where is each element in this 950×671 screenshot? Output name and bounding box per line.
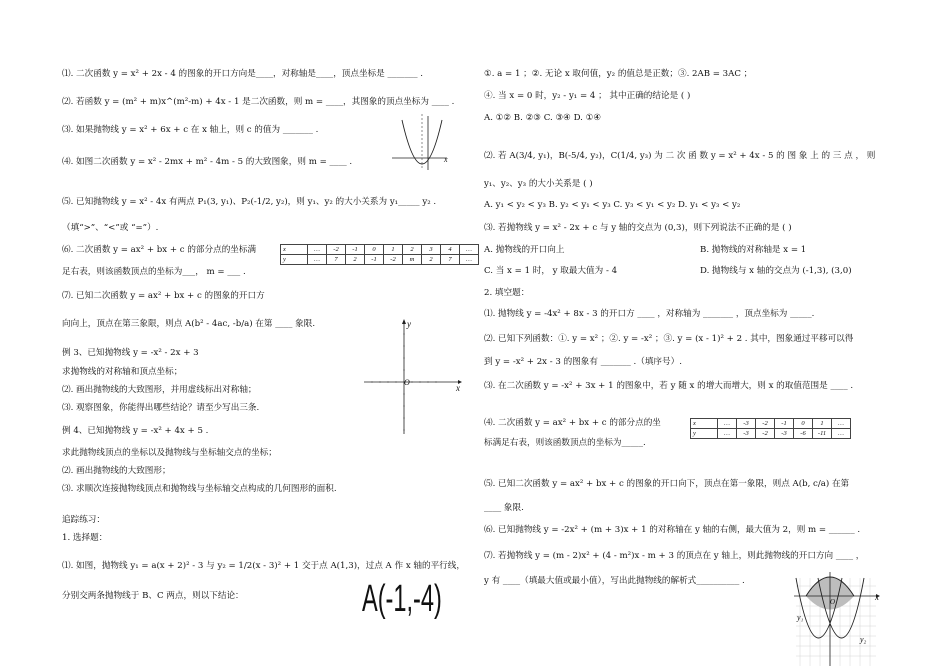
- table-cell: 7: [441, 255, 460, 265]
- question-3: ⑶. 如果抛物线 y = x² + 6x + c 在 x 轴上，则 c 的值为 _______ .: [62, 125, 319, 135]
- tracking-practice-heading: 追踪练习：: [62, 515, 105, 525]
- table-cell: y: [691, 429, 718, 439]
- table-cell: …: [460, 255, 479, 265]
- table-cell: 4: [441, 245, 460, 255]
- fill-question-3: ⑶. 在二次函数 y = -x² + 3x + 1 的图象中，若 y 随 x 的增大而增大，则 x 的取值范围是 ____ .: [484, 381, 854, 391]
- choice-question-1-line-a: ⑴. 如图，抛物线 y₁ = a(x + 2)² - 3 与 y₂ = 1/2(x - 3)² + 1 交于点 A(1,3)，过点 A 作 x 轴的平行线，: [62, 561, 465, 571]
- table-cell: 0: [794, 419, 813, 429]
- table-cell: …: [832, 419, 851, 429]
- table-row: [691, 429, 851, 439]
- table-cell: -1: [346, 245, 365, 255]
- fill-question-5-quadrant: ____ 象限.: [484, 503, 524, 513]
- table-cell: -3: [737, 429, 756, 439]
- parabola-graph-q4: [392, 112, 452, 172]
- example-3-part-2: ⑵. 画出抛物线的大致图形，并用虚线标出对称轴；: [62, 385, 257, 395]
- coordinate-grid-ex3: [362, 318, 462, 436]
- axis-y-label-ex3: y: [407, 319, 411, 329]
- choice-heading: 1. 选择题：: [62, 533, 108, 543]
- fill-question-7-line-b: y 有 ____（填最大值或最小值），写出此抛物线的解析式__________ .: [484, 576, 745, 586]
- table-cell: y: [281, 255, 308, 265]
- table-cell: …: [308, 255, 327, 265]
- curve-label-y2: y₂: [860, 635, 867, 644]
- fill-question-4-line-a: ⑷. 二次函数 y = ax² + bx + c 的部分点的坐: [484, 418, 661, 428]
- question-1: ⑴. 二次函数 y = x² + 2x - 4 的图象的开口方向是____，对称轴是____，顶点坐标是 _______ .: [62, 69, 424, 79]
- table-cell: -3: [737, 419, 756, 429]
- table-cell: -2: [756, 419, 775, 429]
- table-cell: …: [718, 419, 737, 429]
- question-2: ⑵. 若函数 y = (m² + m)x^(m²-m) + 4x - 1 是二次函数，则 m = ____，其图象的顶点坐标为 ____ .: [62, 97, 455, 107]
- example-3-part-3: ⑶. 观察图象，你能得出哪些结论？请至少写出三条.: [62, 403, 260, 413]
- fill-question-6: ⑹. 已知抛物线 y = -2x² + (m + 3)x + 1 的对称轴在 y 轴的右侧，最大值为 2，则 m = ______ .: [484, 525, 861, 535]
- table-cell: x: [691, 419, 718, 429]
- question-6-line-a: ⑹. 二次函数 y = ax² + bx + c 的部分点的坐标满: [62, 245, 257, 255]
- table-cell: 1: [384, 245, 403, 255]
- fill-question-2-line-b: 到 y = -x² + 2x - 3 的图象有 _______ .（填序号）.: [484, 357, 682, 367]
- table-row: [281, 245, 479, 255]
- table-cell: m: [403, 255, 422, 265]
- question-7-line-b: 向向上，顶点在第三象限，则点 A(b² - 4ac, -b/a) 在第 ____ 象限.: [62, 319, 316, 329]
- curve-label-y1: y₁: [797, 613, 804, 622]
- choice-question-2-relation: y₁、y₂、y₃ 的大小关系是 ( ): [484, 179, 593, 189]
- table-cell: -3: [775, 429, 794, 439]
- question-7-line-a: ⑺. 已知二次函数 y = ax² + bx + c 的图象的开口方: [62, 291, 265, 301]
- table-cell: -2: [756, 429, 775, 439]
- example-3-title: 例 3、已知抛物线 y = -x² - 2x + 3: [62, 348, 199, 358]
- table-cell: -1: [365, 255, 384, 265]
- origin-label-ex3: O: [404, 378, 410, 387]
- table-cell: …: [460, 245, 479, 255]
- origin-label-bottom: O: [830, 598, 836, 606]
- fill-heading: 2. 填空题：: [484, 288, 530, 298]
- axis-x-label-bottom: x: [875, 592, 879, 602]
- value-table-2: [690, 418, 851, 439]
- choice-question-2: ⑵. 若 A(3/4, y₁)，B(-5/4, y₂)，C(1/4, y₃) 为 二 次 函 数 y = x² + 4x - 5 的 图 象 上 的 三 点 ， 则: [484, 151, 876, 161]
- option-3b: B. 抛物线的对称轴是 x = 1: [700, 245, 807, 255]
- question-5: ⑸. 已知抛物线 y = x² - 4x 有两点 P₁(3, y₁)、P₂(-1/2, y₂)，则 y₁、y₂ 的大小关系为 y₁_____ y₂ .: [62, 197, 437, 207]
- table-cell: 1: [813, 419, 832, 429]
- answer-options-1: A. ①② B. ②③ C. ③④ D. ①④: [484, 113, 602, 123]
- question-6-line-b: 足右表，则该函数顶点的坐标为___， m = ___ .: [62, 267, 246, 277]
- example-4-part-2: ⑵. 画出抛物线的大致图形；: [62, 466, 171, 476]
- question-5-note: （填“>”、“<”或 “=”）.: [62, 223, 159, 233]
- table-cell: -11: [813, 429, 832, 439]
- table-cell: 2: [422, 255, 441, 265]
- fill-question-4-line-b: 标满足右表，则该函数顶点的坐标为_____.: [484, 438, 646, 448]
- statements-line-2: ④. 当 x = 0 时，y₂ - y₁ = 4 ； 其中正确的结论是 ( ): [484, 91, 691, 101]
- table-cell: 3: [422, 245, 441, 255]
- example-4-title: 例 4、已知抛物线 y = -x² + 4x + 5 .: [62, 426, 209, 436]
- answer-options-2: A. y₁ < y₂ < y₃ B. y₂ < y₁ < y₃ C. y₃ < y₁ < y₂ D. y₁ < y₃ < y₂: [484, 200, 741, 210]
- table-cell: …: [832, 429, 851, 439]
- statements-line-1: ①. a = 1 ；②. 无论 x 取何值，y₂ 的值总是正数；③. 2AB = 3AC ；: [484, 69, 753, 79]
- table-row: [281, 255, 479, 265]
- table-cell: -1: [775, 419, 794, 429]
- choice-question-3: ⑶. 若抛物线 y = x² - 2x + c 与 y 轴的交点为 (0,3)，则下列说法不正确的是 ( ): [484, 223, 792, 233]
- axis-x-label-q4: x: [444, 155, 448, 164]
- option-3d: D. 抛物线与 x 轴的交点为 (-1,3), (3,0): [700, 266, 852, 276]
- table-cell: 2: [346, 255, 365, 265]
- point-label-large: A(-1,-4): [362, 578, 442, 620]
- table-cell: …: [718, 429, 737, 439]
- example-4-part-3: ⑶. 求顺次连接抛物线顶点和抛物线与坐标轴交点构成的几何图形的面积.: [62, 484, 337, 494]
- example-3-part-1: 求抛物线的对称轴和顶点坐标；: [62, 367, 183, 377]
- table-cell: -6: [794, 429, 813, 439]
- option-3a: A. 抛物线的开口向上: [484, 245, 565, 255]
- question-4: ⑷. 如图二次函数 y = x² - 2mx + m² - 4m - 5 的大致图象，则 m = ____ .: [62, 157, 353, 167]
- fill-question-2-line-a: ⑵. 已知下列函数：①. y = x² ；②. y = -x² ；③. y = (x - 1)² + 2 . 其中，图象通过平移可以得: [484, 334, 854, 344]
- value-table-1: [280, 244, 479, 265]
- table-cell: 7: [327, 255, 346, 265]
- fill-question-7-line-a: ⑺. 若抛物线 y = (m - 2)x² + (4 - m²)x - m + 3 的顶点在 y 轴上，则此抛物线的开口方向 ____ ，: [484, 551, 865, 561]
- table-cell: 2: [403, 245, 422, 255]
- table-cell: -2: [384, 255, 403, 265]
- table-cell: x: [281, 245, 308, 255]
- axis-x-label-ex3: x: [456, 383, 460, 393]
- option-3c: C. 当 x = 1 时， y 取最大值为 - 4: [484, 266, 618, 276]
- table-row: [691, 419, 851, 429]
- table-cell: -2: [327, 245, 346, 255]
- table-cell: …: [308, 245, 327, 255]
- table-cell: 0: [365, 245, 384, 255]
- two-parabolas-graph: [792, 568, 882, 668]
- fill-question-1: ⑴. 抛物线 y = -4x² + 8x - 3 的开口方 ____ ，对称轴为 _______ ，顶点坐标为 _____.: [484, 309, 815, 319]
- example-4-part-1: 求此抛物线顶点的坐标以及抛物线与坐标轴交点的坐标；: [62, 448, 277, 458]
- choice-question-1-line-b: 分别交两条抛物线于 B、C 两点，则以下结论：: [62, 591, 244, 601]
- fill-question-5: ⑸. 已知二次函数 y = ax² + bx + c 的图象的开口向下，顶点在第一象限，则点 A(b, c/a) 在第: [484, 479, 850, 489]
